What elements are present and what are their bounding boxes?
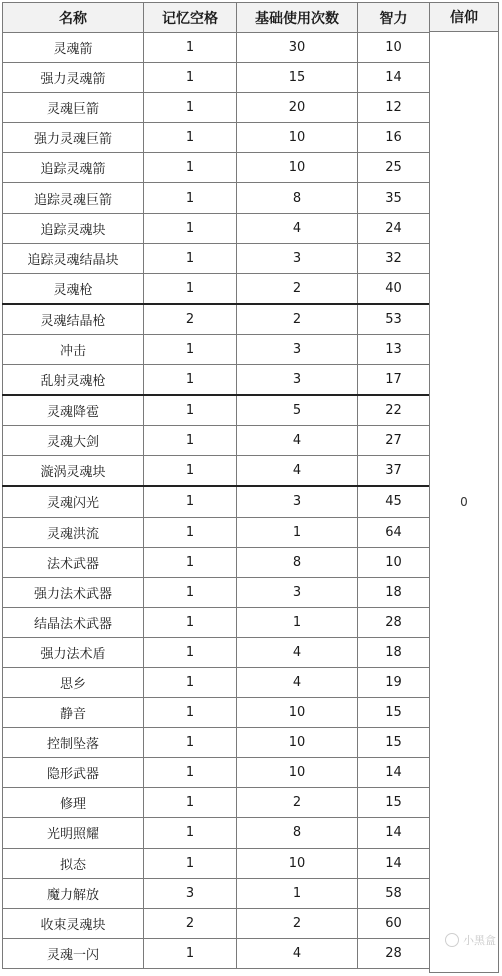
spell-table bbox=[2, 2, 430, 969]
table-row bbox=[3, 365, 430, 396]
cell-int: 14 bbox=[358, 818, 430, 848]
cell-int: 16 bbox=[358, 123, 430, 153]
cell-slots: 1 bbox=[144, 698, 237, 728]
cell-uses: 30 bbox=[237, 33, 358, 63]
cell-int: 10 bbox=[358, 33, 430, 63]
cell-name: 乱射灵魂枪 bbox=[3, 365, 144, 396]
cell-int: 13 bbox=[358, 334, 430, 364]
logo-circle-icon bbox=[445, 933, 459, 947]
cell-uses: 10 bbox=[237, 848, 358, 878]
table-row bbox=[3, 938, 430, 968]
cell-int: 53 bbox=[358, 304, 430, 335]
table-row bbox=[3, 273, 430, 304]
cell-uses: 10 bbox=[237, 123, 358, 153]
cell-name: 强力法术盾 bbox=[3, 637, 144, 667]
cell-name: 静音 bbox=[3, 698, 144, 728]
table-row bbox=[3, 243, 430, 273]
cell-uses: 4 bbox=[237, 426, 358, 456]
table-row bbox=[3, 667, 430, 697]
cell-uses: 10 bbox=[237, 728, 358, 758]
cell-uses: 3 bbox=[237, 243, 358, 273]
cell-int: 27 bbox=[358, 426, 430, 456]
faith-column bbox=[429, 2, 499, 973]
cell-uses: 4 bbox=[237, 456, 358, 487]
cell-int: 28 bbox=[358, 938, 430, 968]
cell-slots: 1 bbox=[144, 486, 237, 517]
cell-slots: 1 bbox=[144, 456, 237, 487]
table-row bbox=[3, 758, 430, 788]
cell-uses: 2 bbox=[237, 273, 358, 304]
cell-slots: 1 bbox=[144, 758, 237, 788]
table-row bbox=[3, 607, 430, 637]
cell-name: 光明照耀 bbox=[3, 818, 144, 848]
table-row bbox=[3, 183, 430, 213]
cell-int: 14 bbox=[358, 848, 430, 878]
cell-uses: 3 bbox=[237, 365, 358, 396]
cell-slots: 1 bbox=[144, 848, 237, 878]
cell-name: 追踪灵魂巨箭 bbox=[3, 183, 144, 213]
cell-slots: 2 bbox=[144, 304, 237, 335]
cell-int: 37 bbox=[358, 456, 430, 487]
cell-name: 收束灵魂块 bbox=[3, 908, 144, 938]
cell-slots: 3 bbox=[144, 878, 237, 908]
table-row bbox=[3, 788, 430, 818]
header-name: 名称 bbox=[3, 3, 144, 33]
table-row bbox=[3, 547, 430, 577]
cell-int: 35 bbox=[358, 183, 430, 213]
cell-name: 强力法术武器 bbox=[3, 577, 144, 607]
table-row bbox=[3, 63, 430, 93]
table-row bbox=[3, 818, 430, 848]
cell-uses: 4 bbox=[237, 667, 358, 697]
table-row bbox=[3, 577, 430, 607]
cell-int: 12 bbox=[358, 93, 430, 123]
cell-slots: 1 bbox=[144, 183, 237, 213]
cell-int: 64 bbox=[358, 517, 430, 547]
table-row bbox=[3, 33, 430, 63]
table-row bbox=[3, 486, 430, 517]
cell-int: 15 bbox=[358, 728, 430, 758]
cell-slots: 1 bbox=[144, 938, 237, 968]
cell-name: 灵魂洪流 bbox=[3, 517, 144, 547]
cell-int: 15 bbox=[358, 788, 430, 818]
cell-name: 魔力解放 bbox=[3, 878, 144, 908]
cell-uses: 1 bbox=[237, 607, 358, 637]
cell-uses: 3 bbox=[237, 577, 358, 607]
cell-int: 58 bbox=[358, 878, 430, 908]
cell-int: 60 bbox=[358, 908, 430, 938]
cell-int: 28 bbox=[358, 607, 430, 637]
cell-name: 追踪灵魂箭 bbox=[3, 153, 144, 183]
cell-name: 灵魂闪光 bbox=[3, 486, 144, 517]
cell-uses: 5 bbox=[237, 395, 358, 426]
cell-name: 灵魂巨箭 bbox=[3, 93, 144, 123]
cell-name: 隐形武器 bbox=[3, 758, 144, 788]
table-row bbox=[3, 304, 430, 335]
cell-uses: 4 bbox=[237, 213, 358, 243]
cell-slots: 1 bbox=[144, 818, 237, 848]
cell-name: 灵魂降雹 bbox=[3, 395, 144, 426]
watermark bbox=[445, 932, 496, 948]
cell-uses: 8 bbox=[237, 183, 358, 213]
cell-name: 强力灵魂巨箭 bbox=[3, 123, 144, 153]
cell-int: 22 bbox=[358, 395, 430, 426]
cell-slots: 1 bbox=[144, 33, 237, 63]
cell-name: 冲击 bbox=[3, 334, 144, 364]
cell-name: 追踪灵魂结晶块 bbox=[3, 243, 144, 273]
cell-name: 结晶法术武器 bbox=[3, 607, 144, 637]
cell-name: 强力灵魂箭 bbox=[3, 63, 144, 93]
table-row bbox=[3, 123, 430, 153]
table-row bbox=[3, 698, 430, 728]
cell-slots: 1 bbox=[144, 273, 237, 304]
cell-name: 灵魂一闪 bbox=[3, 938, 144, 968]
cell-uses: 10 bbox=[237, 698, 358, 728]
cell-uses: 10 bbox=[237, 153, 358, 183]
cell-uses: 4 bbox=[237, 938, 358, 968]
cell-name: 灵魂结晶枪 bbox=[3, 304, 144, 335]
cell-slots: 1 bbox=[144, 93, 237, 123]
header-faith: 信仰 bbox=[429, 2, 499, 32]
cell-int: 24 bbox=[358, 213, 430, 243]
cell-name: 修理 bbox=[3, 788, 144, 818]
table-row bbox=[3, 456, 430, 487]
cell-int: 10 bbox=[358, 547, 430, 577]
table-row bbox=[3, 728, 430, 758]
cell-slots: 1 bbox=[144, 607, 237, 637]
header-int: 智力 bbox=[358, 3, 430, 33]
cell-uses: 2 bbox=[237, 304, 358, 335]
cell-slots: 1 bbox=[144, 788, 237, 818]
cell-int: 19 bbox=[358, 667, 430, 697]
cell-name: 思乡 bbox=[3, 667, 144, 697]
cell-name: 灵魂枪 bbox=[3, 273, 144, 304]
cell-slots: 1 bbox=[144, 667, 237, 697]
cell-name: 法术武器 bbox=[3, 547, 144, 577]
cell-name: 灵魂大剑 bbox=[3, 426, 144, 456]
cell-int: 15 bbox=[358, 698, 430, 728]
cell-slots: 1 bbox=[144, 728, 237, 758]
table-row bbox=[3, 848, 430, 878]
table-row bbox=[3, 334, 430, 364]
cell-uses: 1 bbox=[237, 517, 358, 547]
cell-name: 追踪灵魂块 bbox=[3, 213, 144, 243]
cell-int: 40 bbox=[358, 273, 430, 304]
table-row bbox=[3, 426, 430, 456]
header-slots: 记忆空格 bbox=[144, 3, 237, 33]
cell-int: 25 bbox=[358, 153, 430, 183]
table-row bbox=[3, 395, 430, 426]
cell-uses: 1 bbox=[237, 878, 358, 908]
cell-uses: 4 bbox=[237, 637, 358, 667]
cell-name: 漩涡灵魂块 bbox=[3, 456, 144, 487]
cell-uses: 3 bbox=[237, 486, 358, 517]
cell-slots: 1 bbox=[144, 63, 237, 93]
table-row bbox=[3, 93, 430, 123]
cell-int: 17 bbox=[358, 365, 430, 396]
cell-name: 灵魂箭 bbox=[3, 33, 144, 63]
cell-int: 45 bbox=[358, 486, 430, 517]
table-row bbox=[3, 517, 430, 547]
cell-slots: 1 bbox=[144, 577, 237, 607]
cell-slots: 1 bbox=[144, 426, 237, 456]
header-row bbox=[3, 3, 430, 33]
cell-name: 控制坠落 bbox=[3, 728, 144, 758]
cell-uses: 8 bbox=[237, 547, 358, 577]
table-row bbox=[3, 878, 430, 908]
cell-slots: 1 bbox=[144, 243, 237, 273]
cell-int: 18 bbox=[358, 577, 430, 607]
table-row bbox=[3, 908, 430, 938]
cell-slots: 1 bbox=[144, 153, 237, 183]
cell-slots: 1 bbox=[144, 547, 237, 577]
cell-uses: 2 bbox=[237, 908, 358, 938]
table-row bbox=[3, 153, 430, 183]
cell-uses: 15 bbox=[237, 63, 358, 93]
cell-int: 18 bbox=[358, 637, 430, 667]
cell-slots: 1 bbox=[144, 637, 237, 667]
cell-uses: 3 bbox=[237, 334, 358, 364]
cell-uses: 20 bbox=[237, 93, 358, 123]
cell-slots: 1 bbox=[144, 365, 237, 396]
cell-int: 14 bbox=[358, 63, 430, 93]
cell-name: 拟态 bbox=[3, 848, 144, 878]
cell-slots: 1 bbox=[144, 517, 237, 547]
cell-slots: 1 bbox=[144, 334, 237, 364]
table-row bbox=[3, 213, 430, 243]
cell-slots: 2 bbox=[144, 908, 237, 938]
cell-slots: 1 bbox=[144, 123, 237, 153]
cell-slots: 1 bbox=[144, 213, 237, 243]
cell-uses: 10 bbox=[237, 758, 358, 788]
cell-uses: 8 bbox=[237, 818, 358, 848]
cell-uses: 2 bbox=[237, 788, 358, 818]
cell-slots: 1 bbox=[144, 395, 237, 426]
header-uses: 基础使用次数 bbox=[237, 3, 358, 33]
table-row bbox=[3, 637, 430, 667]
watermark-text: 小黑盒 bbox=[463, 934, 496, 947]
cell-int: 32 bbox=[358, 243, 430, 273]
cell-int: 14 bbox=[358, 758, 430, 788]
faith-value: 0 bbox=[429, 31, 499, 973]
